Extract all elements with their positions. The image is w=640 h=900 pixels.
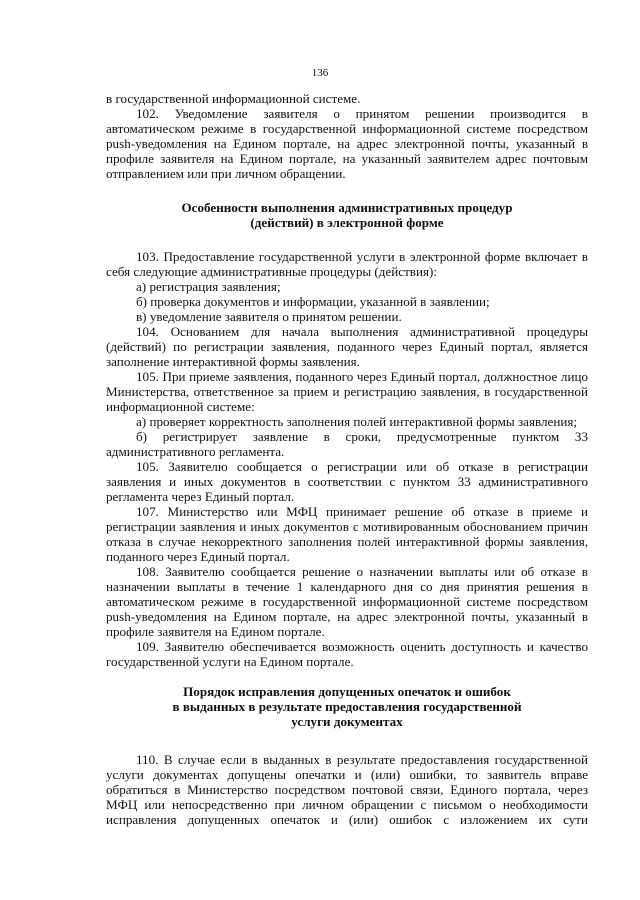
paragraph-108: 108. Заявителю сообщается решение о назначении выплаты или об отказе в назначении выплаты в течение 1 календарного дня со дня принятия решения в автоматическом режиме в государственной информационной системе посредством push-уведомления на Едином портале, на адрес электронной почты, указанный в профиле заявителя на Едином портале.: [106, 564, 588, 639]
section-heading-line: Порядок исправления допущенных опечаток и ошибок: [183, 684, 511, 699]
section-heading-error-correction: [106, 684, 588, 729]
list-item-a: а) проверяет корректность заполнения полей интерактивной формы заявления;: [136, 414, 578, 429]
paragraph-104: 104. Основанием для начала выполнения административной процедуры (действий) по регистрации заявления, поданного через Единый портал, является заполнение интерактивной формы заявления.: [106, 324, 588, 369]
section-heading-line: Особенности выполнения административных процедур: [181, 200, 513, 215]
list-item-a: а) регистрация заявления;: [136, 279, 281, 294]
page-number: 136: [311, 67, 329, 79]
list-item-c: в) уведомление заявителя о принятом решении.: [136, 309, 402, 324]
document-body: [106, 91, 588, 827]
section-heading-line: (действий) в электронной форме: [250, 215, 444, 230]
paragraph-107: 107. Министерство или МФЦ принимает решение об отказе в приеме и регистрации заявления и иных документов с мотивированным обоснованием причин отказа в случае некорректного заполнения полей интерактивной формы заявления, поданного через Единый портал.: [106, 504, 588, 564]
section-heading-line: услуги документах: [291, 714, 403, 729]
paragraph-103: 103. Предоставление государственной услуги в электронной форме включает в себя следующие административные процедуры (действия):: [106, 249, 588, 279]
paragraph-109: 109. Заявителю обеспечивается возможность оценить доступность и качество государственной услуги на Едином портале.: [106, 639, 588, 669]
paragraph-110: 110. В случае если в выданных в результате предоставления государственной услуги документах допущены опечатки и (или) ошибки, то заявитель вправе обратиться в Министерство посредством почтовой связи, Единого портала, через МФЦ или непосредственно при личном обращении с письмом о необходимости исправления допущенных опечаток и (или) ошибок с изложением их сути: [106, 752, 588, 827]
paragraph-continuation: в государственной информационной системе.: [106, 91, 361, 106]
paragraph-102: 102. Уведомление заявителя о принятом решении производится в автоматическом режиме в государственной информационной системе посредством push-уведомления на Едином портале, на адрес электронной почты, указанный в профиле заявителя на Едином портале, на указанный заявителем адрес почтовым отправлением или при личном обращении.: [106, 106, 588, 181]
list-item-b: б) проверка документов и информации, указанной в заявлении;: [136, 294, 490, 309]
list-item-b: б) регистрирует заявление в сроки, предусмотренные пунктом 33 административного регламента.: [106, 429, 588, 459]
paragraph-105-second: 105. Заявителю сообщается о регистрации или об отказе в регистрации заявления и иных документов в соответствии с пунктом 33 административного регламента через Единый портал.: [106, 459, 588, 504]
paragraph-105: 105. При приеме заявления, поданного через Единый портал, должностное лицо Министерства, ответственное за прием и регистрацию заявления, в государственной информационной системе:: [106, 369, 588, 414]
section-heading-electronic-form: [106, 200, 588, 230]
section-heading-line: в выданных в результате предоставления государственной: [172, 699, 522, 714]
